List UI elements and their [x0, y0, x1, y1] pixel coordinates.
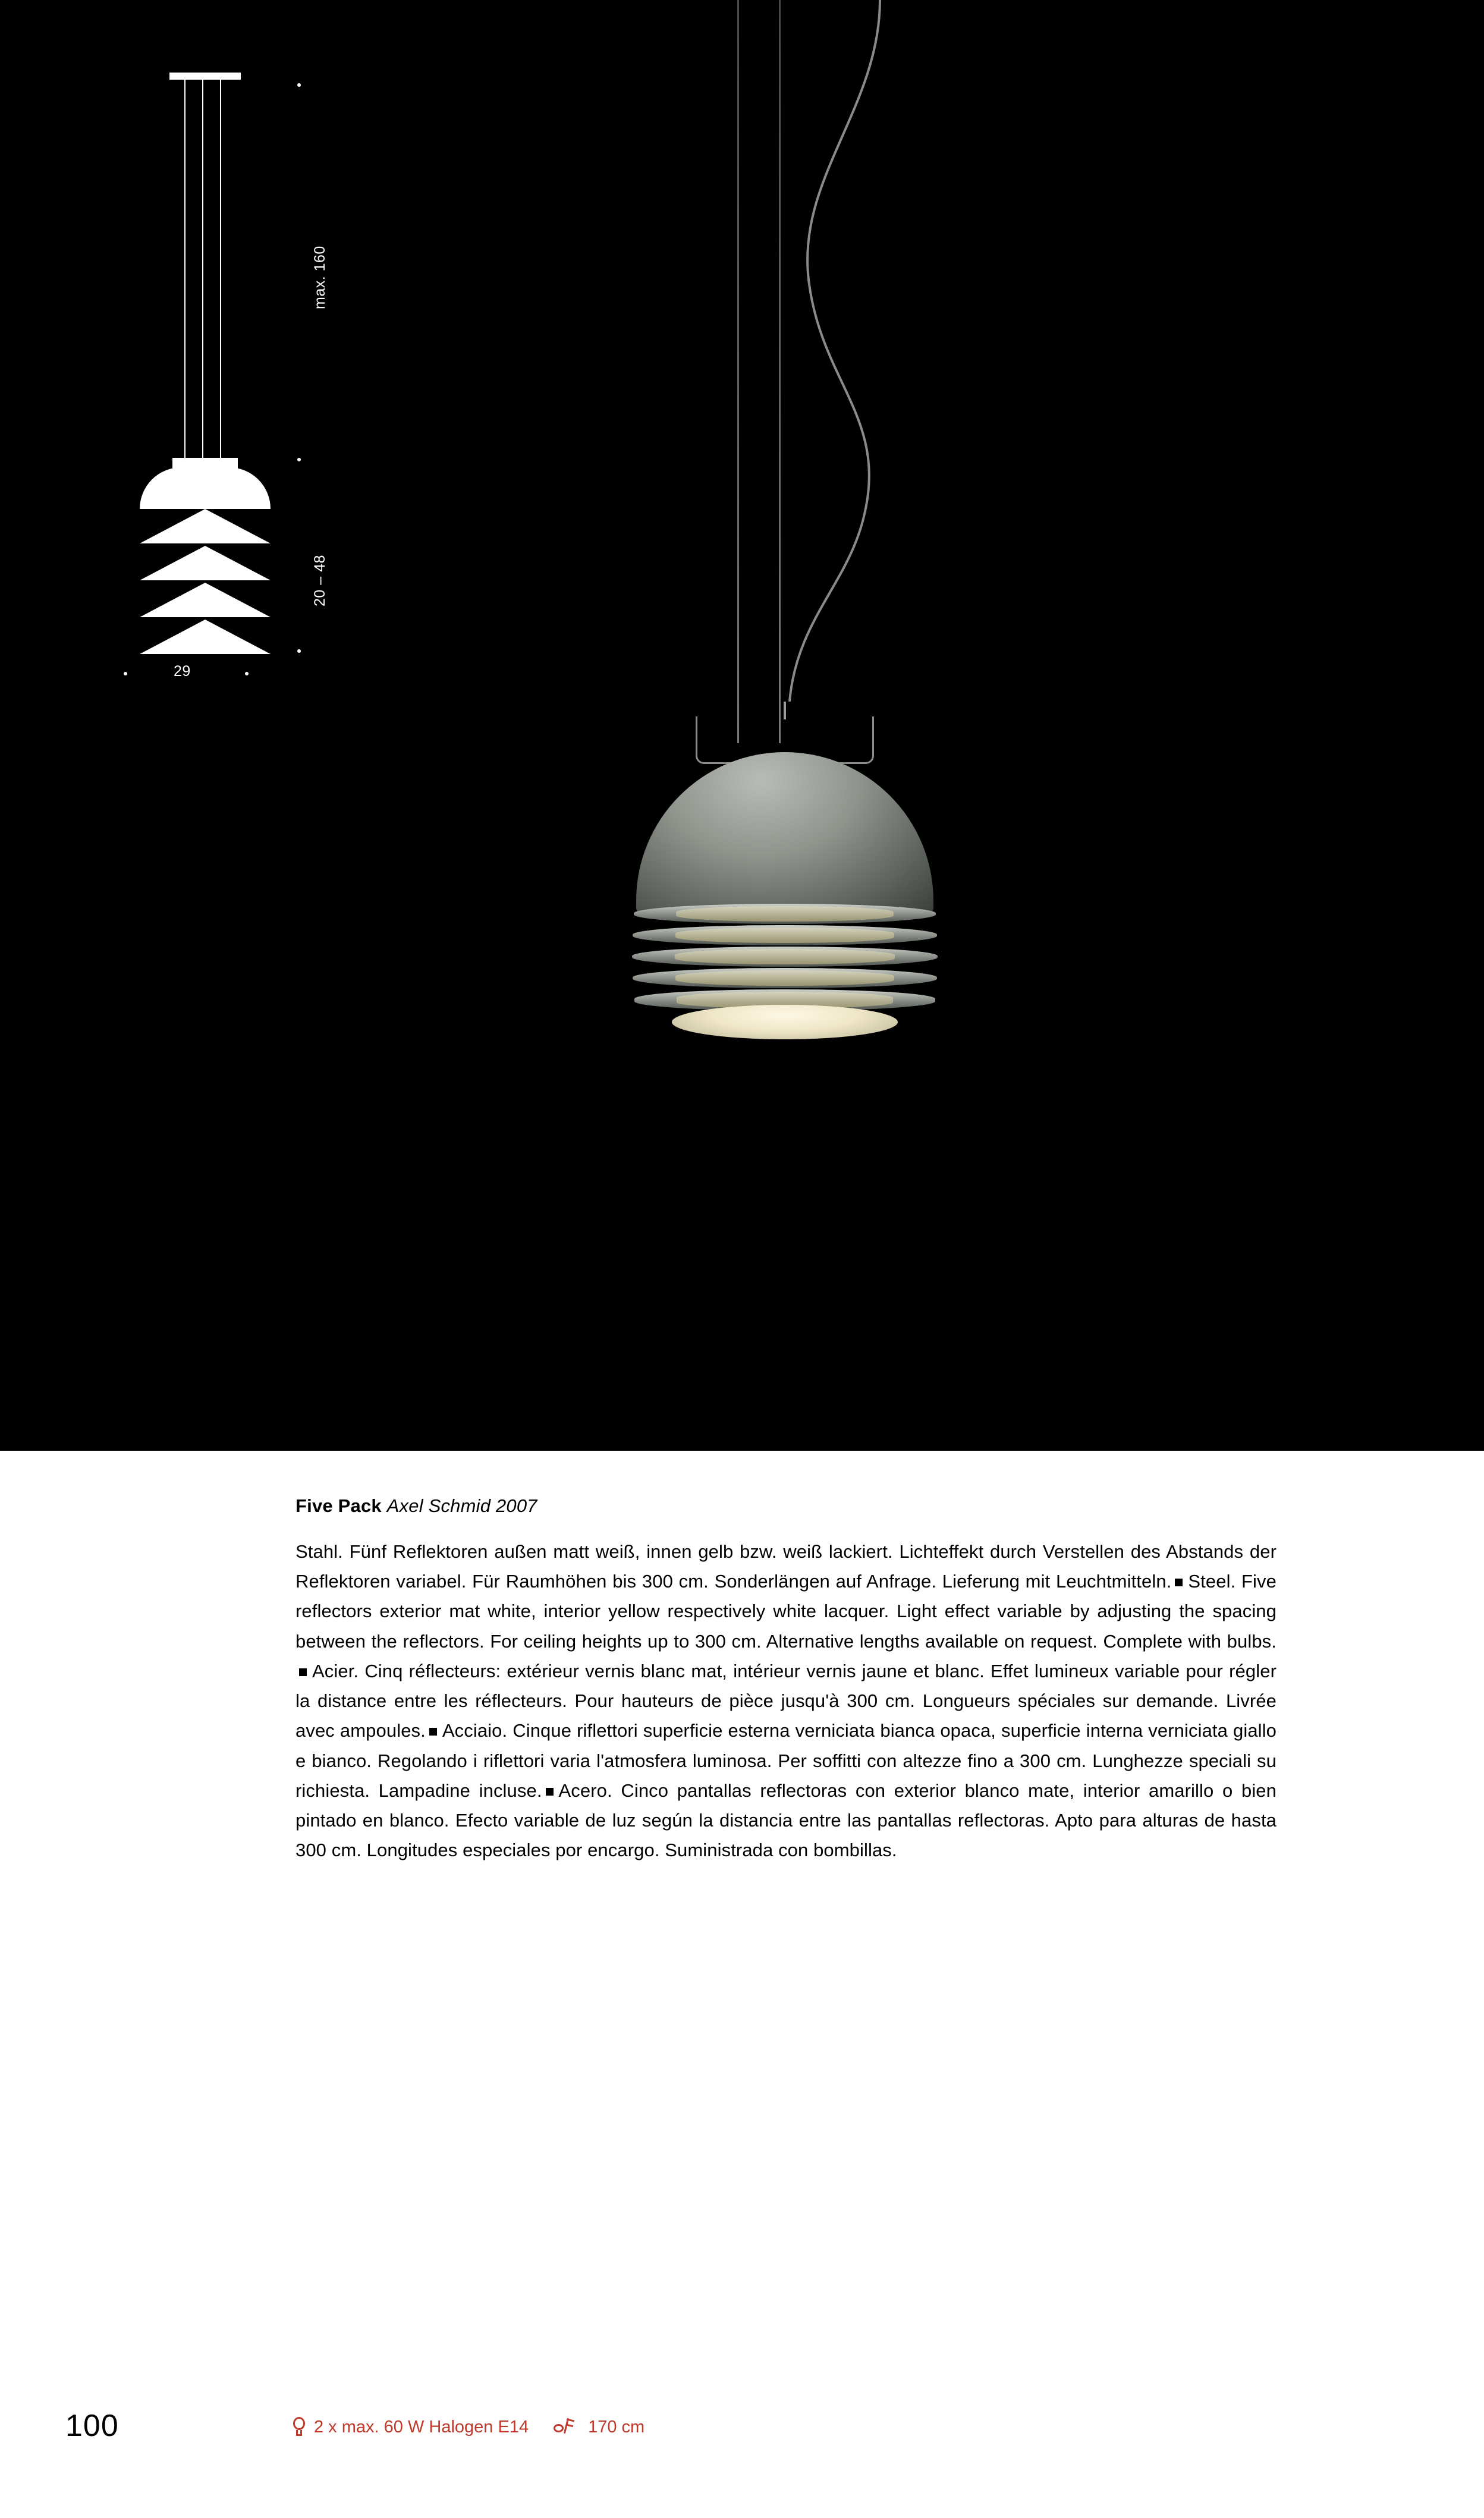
ceiling-mount-shape	[169, 73, 241, 80]
reflector-ring-3	[632, 947, 938, 967]
product-title-line	[295, 1495, 1277, 1517]
page-number: 100	[65, 2409, 119, 2443]
reflector-ring-2	[633, 925, 937, 945]
lamp-dome-shade	[636, 752, 933, 913]
dimension-width-label: 29	[174, 663, 191, 680]
cable-length-icon	[554, 2418, 581, 2436]
drawing-reflector-3	[140, 583, 271, 617]
drawing-lamp-dome	[140, 467, 271, 509]
description-de: Stahl. Fünf Reflektoren außen matt weiß, innen gelb bzw. weiß lackiert. Lichteffekt durch Verstellen des Abstands der Reflektoren variabel. Für Raumhöhen bis 300 cm. Sonderlängen auf Anfrage. Lieferung mit Leuchtmitteln.	[295, 1541, 1277, 1592]
dim-dot-mid	[297, 458, 301, 461]
drawing-cable-1	[184, 80, 186, 460]
product-name: Five Pack	[295, 1495, 382, 1516]
description-es: Acero. Cinco pantallas reflectoras con exterior blanco mate, interior amarillo o bien pintado en blanco. Efecto variable de luz según la distancia entre las pantallas reflectoras. Apto para alturas de hasta 300 cm. Longitudes especiales por encargo. Suministrada con bombillas.	[295, 1780, 1277, 1861]
lamp-light-aperture	[672, 1005, 898, 1039]
dim-dot-width-right	[245, 672, 249, 675]
dim-dot-bottom	[297, 649, 301, 653]
drawing-reflector-1	[140, 509, 271, 543]
lamp-photograph	[583, 0, 1046, 1088]
drawing-reflector-2	[140, 546, 271, 580]
product-description-text	[295, 1537, 1277, 1865]
description-fr: Acier. Cinq réflecteurs: extérieur vernis blanc mat, intérieur vernis jaune et blanc. Effet lumineux variable pour régler la distance entre les réflecteurs. Pour hauteurs de pièce jusqu'à 300 cm. Longueurs spéciales sur demande. Livrée avec ampoules.	[295, 1660, 1277, 1741]
lamp-spec-text: 2 x max. 60 W Halogen E14	[314, 2417, 529, 2437]
reflector-ring-4	[633, 968, 937, 988]
dimension-max-height-label: max. 160	[312, 246, 328, 309]
reflector-ring-1	[634, 904, 936, 924]
description-en: Steel. Five reflectors exterior mat white, interior yellow respectively white lacquer. Light effect variable by adjusting the spacing between the reflectors. For ceiling heights up to 300 cm. Alternative lengths available on request. Complete with bulbs.	[295, 1571, 1277, 1652]
dim-dot-width-left	[124, 672, 127, 675]
product-designer: Axel Schmid 2007	[386, 1495, 537, 1516]
dim-dot-top	[297, 83, 301, 87]
technical-drawing	[107, 48, 357, 680]
footer-specifications	[291, 2417, 669, 2437]
drawing-cable-3	[220, 80, 221, 460]
description-it: Acciaio. Cinque riflettori superficie esterna verniciata bianca opaca, superficie interna verniciata giallo e bianco. Regolando i riflettori varia l'atmosfera luminosa. Per soffitti con altezze fino a 300 cm. Lunghezze speciali su richiesta. Lampadine incluse.	[295, 1720, 1277, 1801]
language-separator-square-3	[429, 1728, 437, 1736]
language-separator-square-4	[546, 1788, 554, 1796]
drawing-lamp-body	[122, 458, 288, 654]
suspension-cable-left	[737, 0, 739, 743]
language-separator-square-2	[299, 1668, 307, 1676]
drawing-cable-2	[202, 80, 203, 460]
cable-spec-text: 170 cm	[588, 2417, 645, 2437]
language-separator-square-1	[1175, 1579, 1183, 1586]
dimension-adjust-range-label: 20 – 48	[312, 555, 328, 606]
product-description-block	[295, 1495, 1277, 1865]
light-bulb-icon	[291, 2417, 307, 2437]
drawing-reflector-4	[140, 620, 271, 654]
power-cord-curve	[761, 0, 892, 702]
